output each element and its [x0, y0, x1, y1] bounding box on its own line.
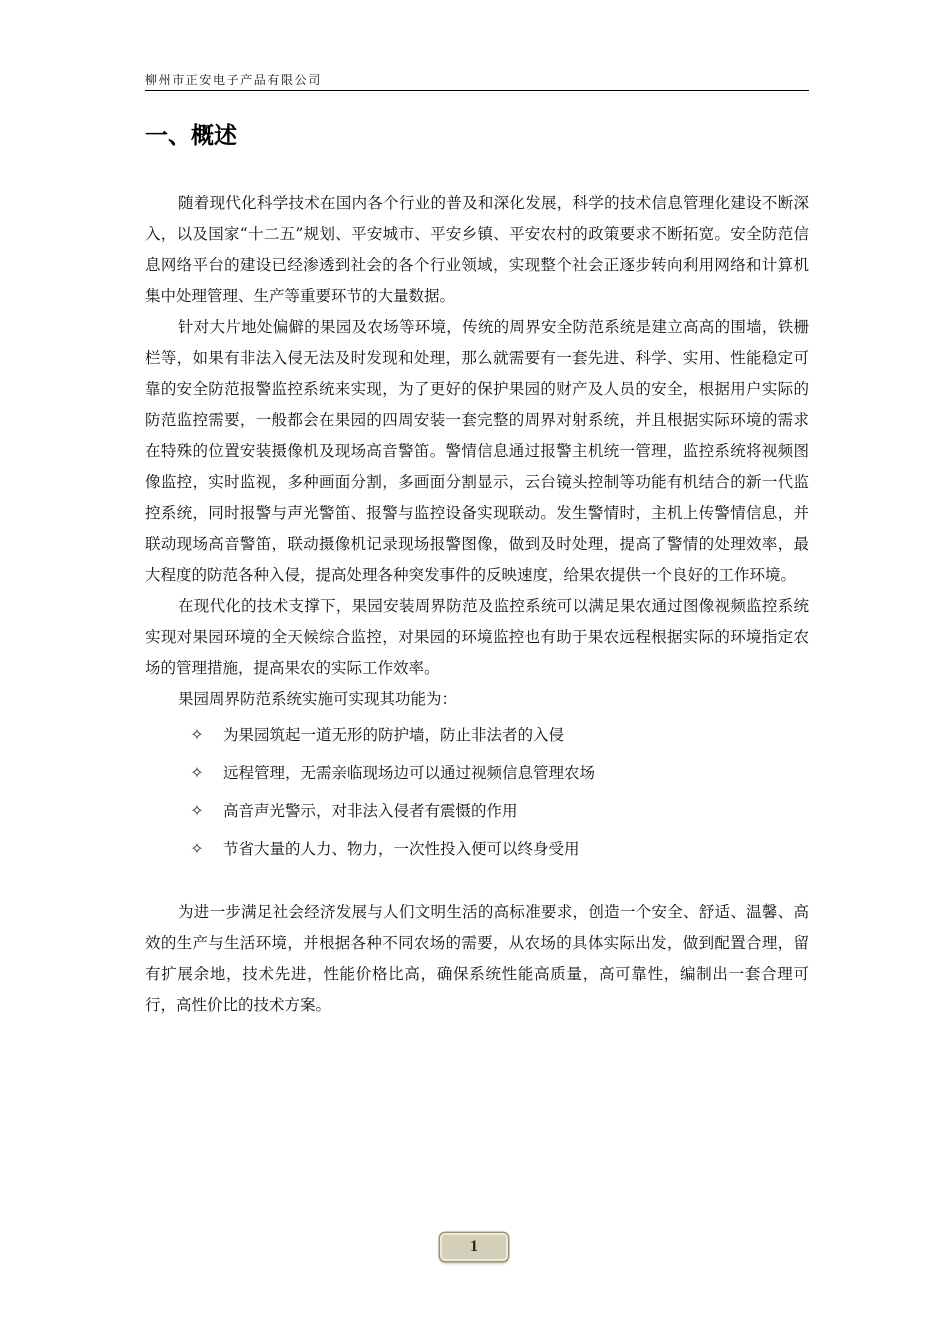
list-item — [145, 753, 809, 791]
diamond-bullet-icon: ✧ — [190, 800, 204, 820]
paragraph-background: 随着现代化科学技术在国内各个行业的普及和深化发展，科学的技术信息管理化建设不断深入，以及国家“十二五”规划、平安城市、平安乡镇、平安农村的政策要求不断拓宽。安全防范信息网络平台的建设已经渗透到社会的各个行业领域，实现整个社会正逐步转向利用网络和计算机集中处理管理、生产等重要环节的大量数据。 — [145, 194, 809, 305]
list-item — [145, 829, 809, 867]
list-item-text: 高音声光警示，对非法入侵者有震慑的作用 — [223, 802, 518, 820]
list-item-text: 节省大量的人力、物力，一次性投入便可以终身受用 — [223, 840, 580, 858]
function-list — [145, 715, 809, 867]
page-header — [145, 70, 809, 91]
diamond-bullet-icon: ✧ — [190, 724, 204, 744]
company-name: 柳州市正安电子产品有限公司 — [145, 73, 322, 87]
document-body — [145, 188, 809, 1021]
paragraph-functions-intro: 果园周界防范系统实施可实现其功能为： — [178, 690, 458, 708]
diamond-bullet-icon: ✧ — [190, 762, 204, 782]
list-item — [145, 791, 809, 829]
list-item-text: 远程管理，无需亲临现场边可以通过视频信息管理农场 — [223, 764, 596, 782]
section-title: 一、概述 — [145, 123, 237, 149]
page-number-badge — [440, 1233, 508, 1261]
list-item — [145, 715, 809, 753]
page-number: 1 — [470, 1238, 478, 1255]
list-item-text: 为果园筑起一道无形的防护墙，防止非法者的入侵 — [223, 726, 565, 744]
paragraph-orchard-security: 针对大片地处偏僻的果园及农场等环境，传统的周界安全防范系统是建立高高的围墙，铁栅栏等，如果有非法入侵无法及时发现和处理，那么就需要有一套先进、科学、实用、性能稳定可靠的安全防范报警监控系统来实现，为了更好的保护果园的财产及人员的安全，根据用户实际的防范监控需要，一般都会在果园的四周安装一套完整的周界对射系统，并且根据实际环境的需求在特殊的位置安装摄像机及现场高音警笛。警情信息通过报警主机统一管理，监控系统将视频图像监控，实时监视，多种画面分割，多画面分割显示，云台镜头控制等功能有机结合的新一代监控系统，同时报警与声光警笛、报警与监控设备实现联动。发生警情时，主机上传警情信息，并联动现场高音警笛，联动摄像机记录现场报警图像，做到及时处理，提高了警情的处理效率，最大程度的防范各种入侵，提高处理各种突发事件的反映速度，给果农提供一个良好的工作环境。 — [145, 318, 809, 584]
paragraph-closing: 为进一步满足社会经济发展与人们文明生活的高标准要求，创造一个安全、舒适、温馨、高效的生产与生活环境，并根据各种不同农场的需要，从农场的具体实际出发，做到配置合理，留有扩展余地，技术先进，性能价格比高，确保系统性能高质量，高可靠性，编制出一套合理可行，高性价比的技术方案。 — [145, 903, 809, 1014]
diamond-bullet-icon: ✧ — [190, 838, 204, 858]
paragraph-monitoring: 在现代化的技术支撑下，果园安装周界防范及监控系统可以满足果农通过图像视频监控系统实现对果园环境的全天候综合监控，对果园的环境监控也有助于果农远程根据实际的环境指定农场的管理措施，提高果农的实际工作效率。 — [145, 597, 809, 677]
